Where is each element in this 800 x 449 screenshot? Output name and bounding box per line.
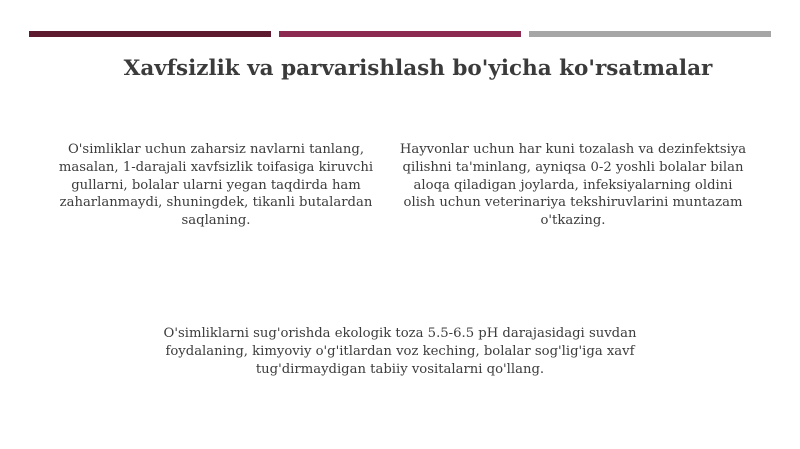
animal-hygiene-paragraph: Hayvonlar uchun har kuni tozalash va dezinfektsiya qilishni ta'minlang, ayniqsa 0-2 yoshli bolalar bilan aloqa qiladigan joylarda, infeksiyalarning oldini olish uchun veterinariya tekshiruvlarini muntazam o'tkazing. (399, 142, 747, 229)
watering-paragraph: O'simliklarni sug'orishda ekologik toza 5.5-6.5 pH darajasidagi suvdan foydalaning, kimyoviy o'g'itlardan voz keching, bolalar sog'lig'iga xavf tug'dirmaydigan tabiiy vositalarni qo'llang. (163, 326, 637, 377)
plant-safety-paragraph: O'simliklar uchun zaharsiz navlarni tanlang, masalan, 1-darajali xavfsizlik toifasiga kiruvchi gullarni, bolalar ularni yegan taqdirda ham zaharlanmaydi, shuningdek, tikanli butalardan saqlaning. (58, 142, 374, 229)
slide-title: Xavfsizlik va parvarishlash bo'yicha ko'rsatmalar (123, 56, 713, 81)
accent-bar-right (529, 31, 771, 37)
accent-bar-left (29, 31, 271, 37)
accent-bar-middle (279, 31, 521, 37)
